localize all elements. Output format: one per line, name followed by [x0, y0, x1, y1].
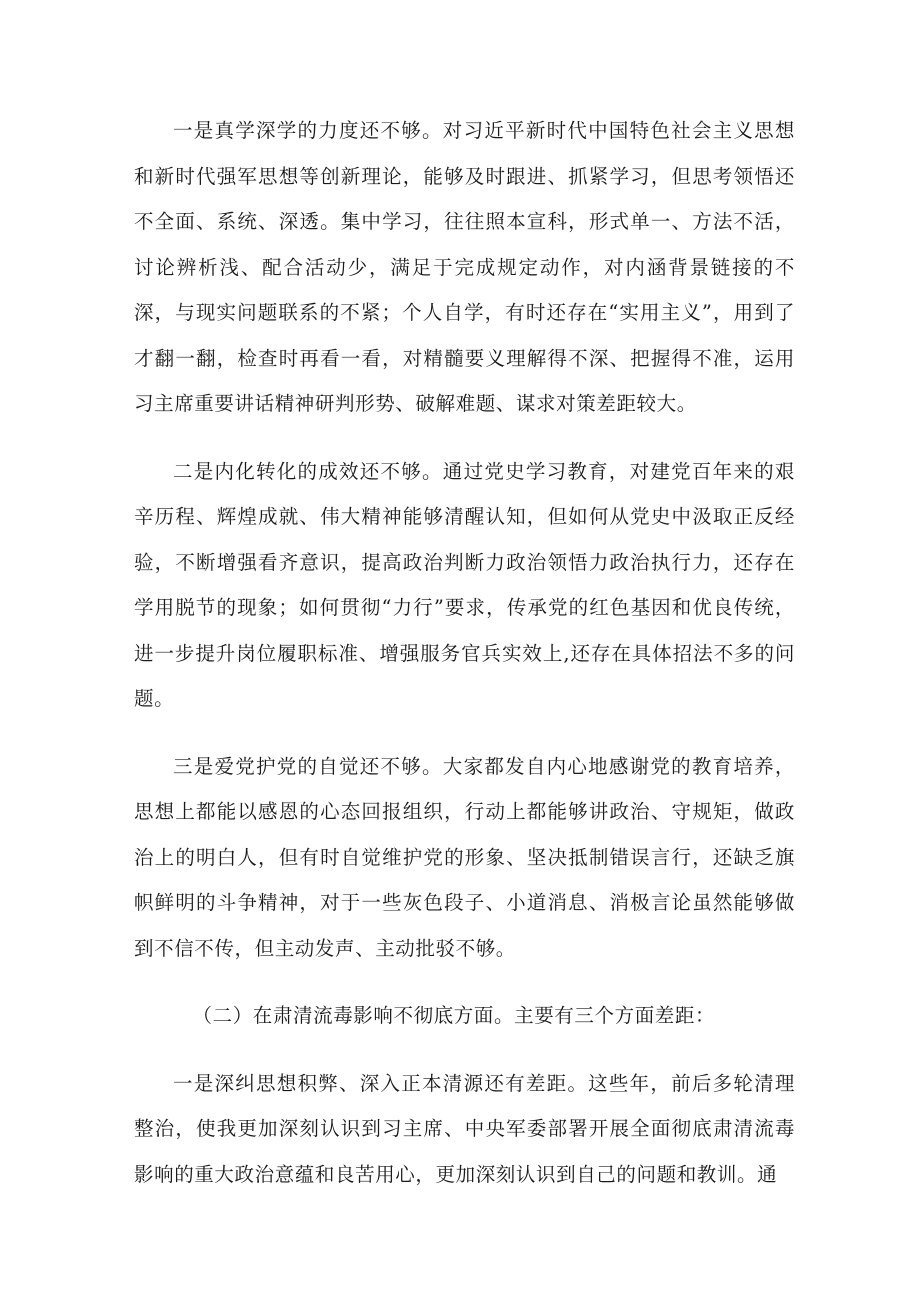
- paragraph-ideological-correction: 一是深纠思想积弊、深入正本清源还有差距。这些年，前后多轮清理整治，使我更加深刻认识到习主席、中央军委部署开展全面彻底肃清流毒影响的重大政治意蕴和良苦用心，更加深刻认识到自己的问题和教训。通: [134, 1071, 795, 1186]
- paragraph-internalization: 二是内化转化的成效还不够。通过党史学习教育，对建党百年来的艰辛历程、辉煌成就、伟大精神能够清醒认知，但如何从党史中汲取正反经验，不断增强看齐意识，提高政治判断力政治领悟力政治执行力，还存在学用脱节的现象；如何贯彻“力行”要求，传承党的红色基因和优良传统，进一步提升岗位履职标准、增强服务官兵实效上,还存在具体招法不多的问题。: [134, 459, 795, 710]
- paragraph-study-depth: 一是真学深学的力度还不够。对习近平新时代中国特色社会主义思想和新时代强军思想等创新理论，能够及时跟进、抓紧学习，但思考领悟还不全面、系统、深透。集中学习，往往照本宣科，形式单一、方法不活，讨论辨析浅、配合活动少，满足于完成规定动作，对内涵背景链接的不深，与现实问题联系的不紧；个人自学，有时还存在“实用主义”，用到了才翻一翻，检查时再看一看，对精髓要义理解得不深、把握得不准，运用习主席重要讲话精神研判形势、破解难题、谋求对策差距较大。: [134, 119, 795, 415]
- document-page: [134, 108, 795, 1197]
- section-heading: （二）在肃清流毒影响不彻底方面。主要有三个方面差距：: [192, 1004, 716, 1027]
- paragraph-party-loyalty: 三是爱党护党的自觉还不够。大家都发自内心地感谢党的教育培养，思想上都能以感恩的心态回报组织，行动上都能够讲政治、守规矩，做政治上的明白人，但有时自觉维护党的形象、坚决抵制错误言行，还缺乏旗帜鲜明的斗争精神，对于一些灰色段子、小道消息、消极言论虽然能够做到不信不传，但主动发声、主动批驳不够。: [134, 754, 795, 960]
